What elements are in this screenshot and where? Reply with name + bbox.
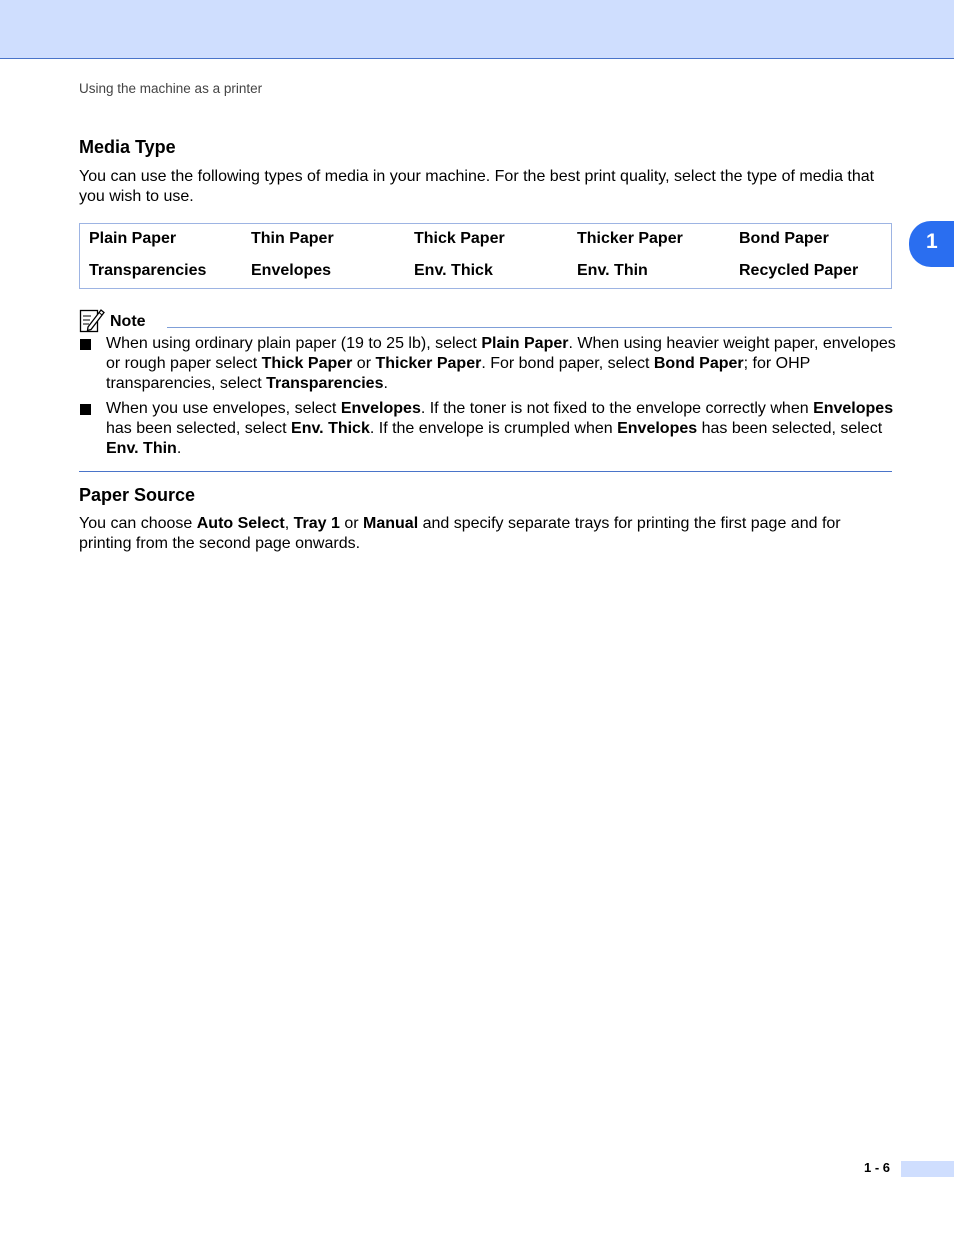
note-label: Note <box>110 313 146 330</box>
footer-band <box>901 1161 954 1177</box>
text-run: . If the envelope is crumpled when <box>369 420 618 438</box>
bold-term: Env. Thick <box>291 420 370 438</box>
page-number: 1 - 6 <box>864 1160 891 1175</box>
text-run: has been selected, select <box>106 420 292 438</box>
bold-term: Plain Paper <box>481 335 569 352</box>
table-cell: Envelopes <box>251 262 332 279</box>
top-header-band <box>0 0 954 59</box>
bold-term: Transparencies <box>266 375 384 393</box>
table-cell: Env. Thin <box>577 262 648 279</box>
bold-term: Envelopes <box>340 400 421 417</box>
table-cell: Plain Paper <box>89 230 177 247</box>
text-run: When using ordinary plain paper (19 to 25 lb), select <box>106 335 482 352</box>
text-run: You can choose <box>79 515 197 532</box>
bold-term: Thicker Paper <box>375 355 482 373</box>
note-item-2 <box>106 399 896 460</box>
paper-source-heading: Paper Source <box>79 485 196 505</box>
table-cell: Thick Paper <box>414 230 505 247</box>
table-cell: Thicker Paper <box>577 230 683 247</box>
bold-term: Env. Thin <box>106 440 177 458</box>
media-type-table <box>79 223 892 289</box>
note-pencil-icon <box>79 307 105 333</box>
table-cell: Bond Paper <box>739 230 829 247</box>
text-run: , <box>284 515 294 532</box>
section-divider <box>79 471 892 472</box>
text-run: ; for OHP transparencies, select <box>106 355 811 393</box>
table-cell: Env. Thick <box>414 262 493 279</box>
bullet-square-icon <box>80 404 91 415</box>
note-divider <box>167 327 892 328</box>
bold-term: Auto Select <box>196 515 285 532</box>
bold-term: Tray 1 <box>293 515 340 532</box>
table-cell: Transparencies <box>89 262 207 279</box>
media-type-heading: Media Type <box>79 137 176 157</box>
text-run: When you use envelopes, select <box>106 400 341 417</box>
bold-term: Thick Paper <box>261 355 353 373</box>
text-run: or <box>352 355 376 373</box>
note-item-1 <box>106 334 896 395</box>
text-run: and specify separate trays for printing the first page and for printing from the second page onwards. <box>79 515 841 553</box>
text-run: has been selected, select <box>697 420 883 438</box>
chapter-tab[interactable] <box>909 221 954 267</box>
text-run: . <box>176 440 182 458</box>
chapter-number: 1 <box>926 230 938 253</box>
table-cell: Recycled Paper <box>739 262 859 279</box>
text-run: or <box>339 515 364 532</box>
breadcrumb: Using the machine as a printer <box>79 81 263 96</box>
bold-term: Envelopes <box>617 420 698 438</box>
text-run: . If the toner is not fixed to the envelope correctly when <box>420 400 814 417</box>
bold-term: Manual <box>363 515 419 532</box>
media-type-intro: You can use the following types of media in your machine. For the best print quality, select the type of media that you wish to use. <box>79 168 875 206</box>
text-run: . For bond paper, select <box>481 355 654 373</box>
bold-term: Bond Paper <box>653 355 744 373</box>
table-cell: Thin Paper <box>251 230 334 247</box>
bold-term: Envelopes <box>813 400 894 417</box>
text-run: . <box>383 375 388 393</box>
text-run: . When using heavier weight paper, envelopes or rough paper select <box>106 335 896 373</box>
bullet-square-icon <box>80 339 91 350</box>
paper-source-body <box>79 514 894 554</box>
